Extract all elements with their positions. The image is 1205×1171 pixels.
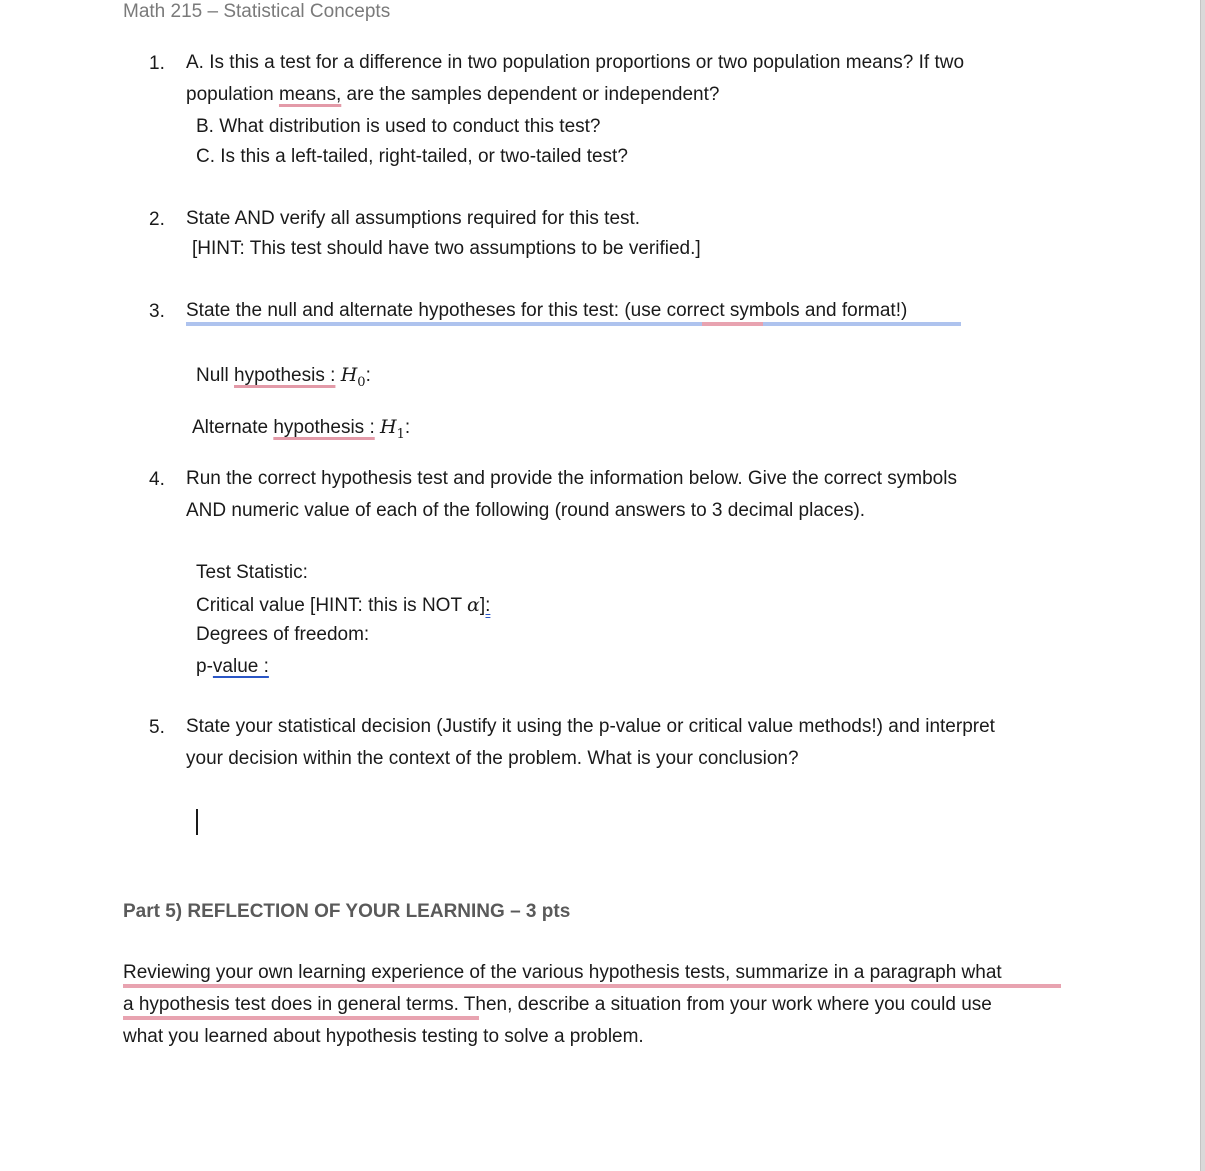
- text-cursor: [196, 809, 198, 835]
- q1-part-c[interactable]: C. Is this a left-tailed, right-tailed, or two-tailed test?: [196, 146, 628, 167]
- document-header: Math 215 – Statistical Concepts: [123, 1, 391, 22]
- part5-line2-spelling-underline: [123, 1016, 479, 1020]
- critical-value-label: Critical value [HINT: this is NOT: [196, 595, 467, 616]
- q3-spelling-underline: [702, 322, 763, 326]
- null-hypothesis-colon: :: [365, 365, 371, 386]
- q1-line2-post: are the samples dependent or independent?: [341, 84, 720, 105]
- q4-line1[interactable]: Run the correct hypothesis test and provide the information below. Give the correct symbols: [186, 468, 957, 489]
- q3-number: 3.: [149, 301, 165, 322]
- page-edge: [1200, 0, 1205, 1171]
- null-hypothesis-symbol: $H_0$: [340, 364, 366, 390]
- part5-line1-spelling-underline: [123, 984, 1061, 988]
- test-statistic-field[interactable]: Test Statistic:: [196, 562, 308, 583]
- part5-line2-rest: Then, describe a situation from your work where you could use: [458, 994, 992, 1015]
- q3-grammar-underline: [186, 322, 702, 326]
- q4-number: 4.: [149, 469, 165, 490]
- q4-line2[interactable]: AND numeric value of each of the following (round answers to 3 decimal places).: [186, 500, 866, 521]
- alternate-hypothesis-field[interactable]: hypothesis :: [273, 417, 375, 438]
- alternate-hypothesis-line[interactable]: [192, 415, 410, 442]
- part5-line2[interactable]: [123, 993, 992, 1017]
- alternate-hypothesis-symbol: $H_1$: [380, 416, 405, 442]
- p-value-prefix: p-: [196, 656, 213, 677]
- q2-line1[interactable]: State AND verify all assumptions required for this test.: [186, 208, 641, 229]
- q2-hint[interactable]: [HINT: This test should have two assumptions to be verified.]: [192, 238, 701, 259]
- q5-line1[interactable]: State your statistical decision (Justify it using the p-value or critical value methods!) and interpret: [186, 716, 995, 737]
- q2-number: 2.: [149, 209, 165, 230]
- part5-line3[interactable]: what you learned about hypothesis testing to solve a problem.: [123, 1026, 644, 1047]
- q3-text[interactable]: State the null and alternate hypotheses for this test: (use correct symbols and format!): [186, 300, 908, 321]
- critical-value-field[interactable]: [196, 593, 490, 618]
- null-hypothesis-field[interactable]: hypothesis :: [234, 365, 336, 386]
- q1-spelling-flag-means[interactable]: means,: [278, 84, 342, 105]
- p-value-grammar-flag[interactable]: value :: [212, 656, 269, 677]
- q1-part-b[interactable]: B. What distribution is used to conduct this test?: [196, 116, 601, 137]
- q1-line2[interactable]: [186, 83, 719, 107]
- alternate-hypothesis-colon: :: [404, 417, 411, 438]
- q5-number: 5.: [149, 717, 165, 738]
- null-hypothesis-line[interactable]: [196, 363, 371, 390]
- q1-line1[interactable]: A. Is this a test for a difference in two population proportions or two population means? If two: [186, 52, 965, 73]
- degrees-of-freedom-field[interactable]: Degrees of freedom:: [196, 624, 370, 645]
- part5-line2-flagged: a hypothesis test does in general terms.: [123, 994, 459, 1015]
- alternate-hypothesis-label: Alternate: [192, 417, 274, 438]
- q5-line2[interactable]: your decision within the context of the problem. What is your conclusion?: [186, 748, 799, 769]
- critical-value-grammar-flag[interactable]: ]:: [479, 595, 491, 616]
- null-hypothesis-label: Null: [196, 365, 235, 386]
- part5-line1[interactable]: Reviewing your own learning experience of the various hypothesis tests, summarize in a paragraph what: [123, 962, 1002, 983]
- p-value-field[interactable]: [196, 655, 269, 679]
- part5-heading: Part 5) REFLECTION OF YOUR LEARNING – 3 pts: [123, 901, 571, 922]
- q1-number: 1.: [149, 53, 165, 74]
- q1-line2-pre: population: [186, 84, 279, 105]
- alpha-symbol: α: [466, 594, 480, 616]
- q3-grammar-underline-end: [763, 322, 961, 326]
